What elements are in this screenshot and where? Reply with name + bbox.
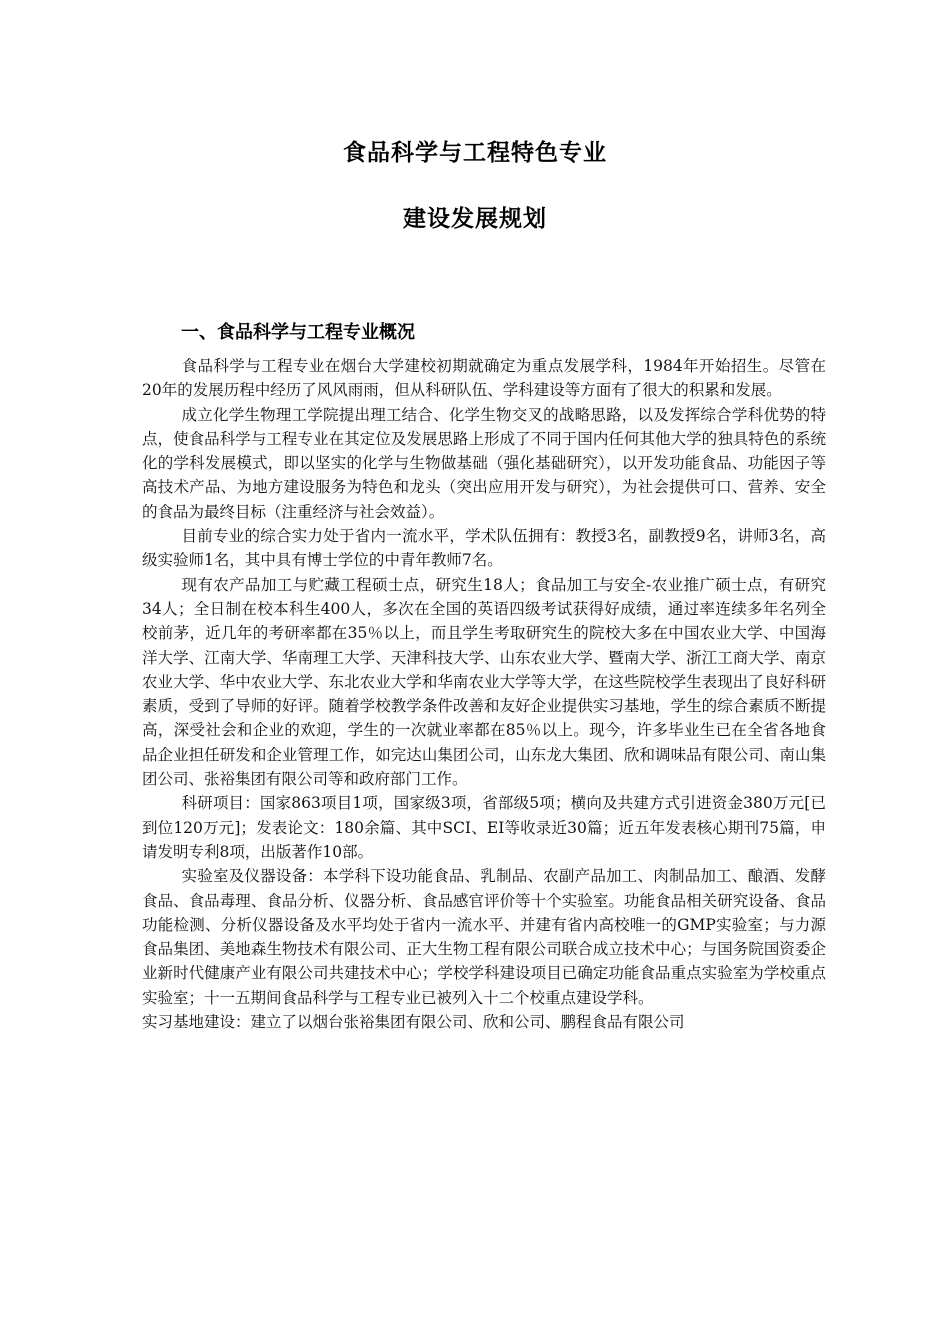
document-title-line-2: 建设发展规划	[403, 206, 547, 232]
paragraph-overview: 食品科学与工程专业在烟台大学建校初期就确定为重点发展学科，1984年开始招生。尽管在20年的发展历程中经历了风风雨雨，但从科研队伍、学科建设等方面有了很大的积累和发展。	[142, 357, 826, 400]
paragraph-internship: 实习基地建设：建立了以烟台张裕集团有限公司、欣和公司、鹏程食品有限公司	[142, 1013, 685, 1032]
paragraph-faculty: 目前专业的综合实力处于省内一流水平，学术队伍拥有：教授3名，副教授9名，讲师3名，高级实验师1名，其中具有博士学位的中青年教师7名。	[142, 527, 826, 570]
paragraph-laboratories: 实验室及仪器设备：本学科下设功能食品、乳制品、农副产品加工、肉制品加工、酿酒、发酵食品、食品毒理、食品分析、仪器分析、食品感官评价等十个实验室。功能食品相关研究设备、食品功能检测、分析仪器设备及水平均处于省内一流水平、并建有省内高校唯一的GMP实验室；与力源食品集团、美地森生物技术有限公司、正大生物工程有限公司联合成立技术中心；与国务院国资委企业新时代健康产业有限公司共建技术中心；学校学科建设项目已确定功能食品重点实验室为学校重点实验室；十一五期间食品科学与工程专业已被列入十二个校重点建设学科。	[142, 867, 826, 1007]
paragraph-strategy: 成立化学生物理工学院提出理工结合、化学生物交叉的战略思路，以及发挥综合学科优势的特点，使食品科学与工程专业在其定位及发展思路上形成了不同于国内任何其他大学的独具特色的系统化的学科发展模式，即以坚实的化学与生物做基础（强化基础研究），以开发功能食品、功能因子等高技术产品、为地方建设服务为特色和龙头（突出应用开发与研究），为社会提供可口、营养、安全的食品为最终目标（注重经济与社会效益）。	[142, 405, 826, 521]
section-heading: 一、食品科学与工程专业概况	[181, 322, 415, 343]
document-title-line-1: 食品科学与工程特色专业	[343, 140, 607, 166]
paragraph-students: 现有农产品加工与贮藏工程硕士点，研究生18人；食品加工与安全-农业推广硕士点，有研究34人；全日制在校本科生400人，多次在全国的英语四级考试获得好成绩，通过率连续多年名列全校前茅，近几年的考研率都在35％以上，而且学生考取研究生的院校大多在中国农业大学、中国海洋大学、江南大学、华南理工大学、天津科技大学、山东农业大学、暨南大学、浙江工商大学、南京农业大学、华中农业大学、东北农业大学和华南农业大学等大学，在这些院校学生表现出了良好科研素质，受到了导师的好评。随着学校教学条件改善和友好企业提供实习基地，学生的综合素质不断提高，深受社会和企业的欢迎，学生的一次就业率都在85％以上。现今，许多毕业生已在全省各地食品企业担任研发和企业管理工作，如完达山集团公司，山东龙大集团、欣和调味品有限公司、南山集团公司、张裕集团有限公司等和政府部门工作。	[142, 575, 826, 789]
body-text	[142, 354, 826, 1034]
paragraph-research: 科研项目：国家863项目1项，国家级3项，省部级5项；横向及共建方式引进资金380万元[已到位120万元]；发表论文：180余篇、其中SCI、EI等收录近30篇；近五年发表核心期刊75篇，申请发明专利8项，出版著作10部。	[142, 794, 826, 861]
